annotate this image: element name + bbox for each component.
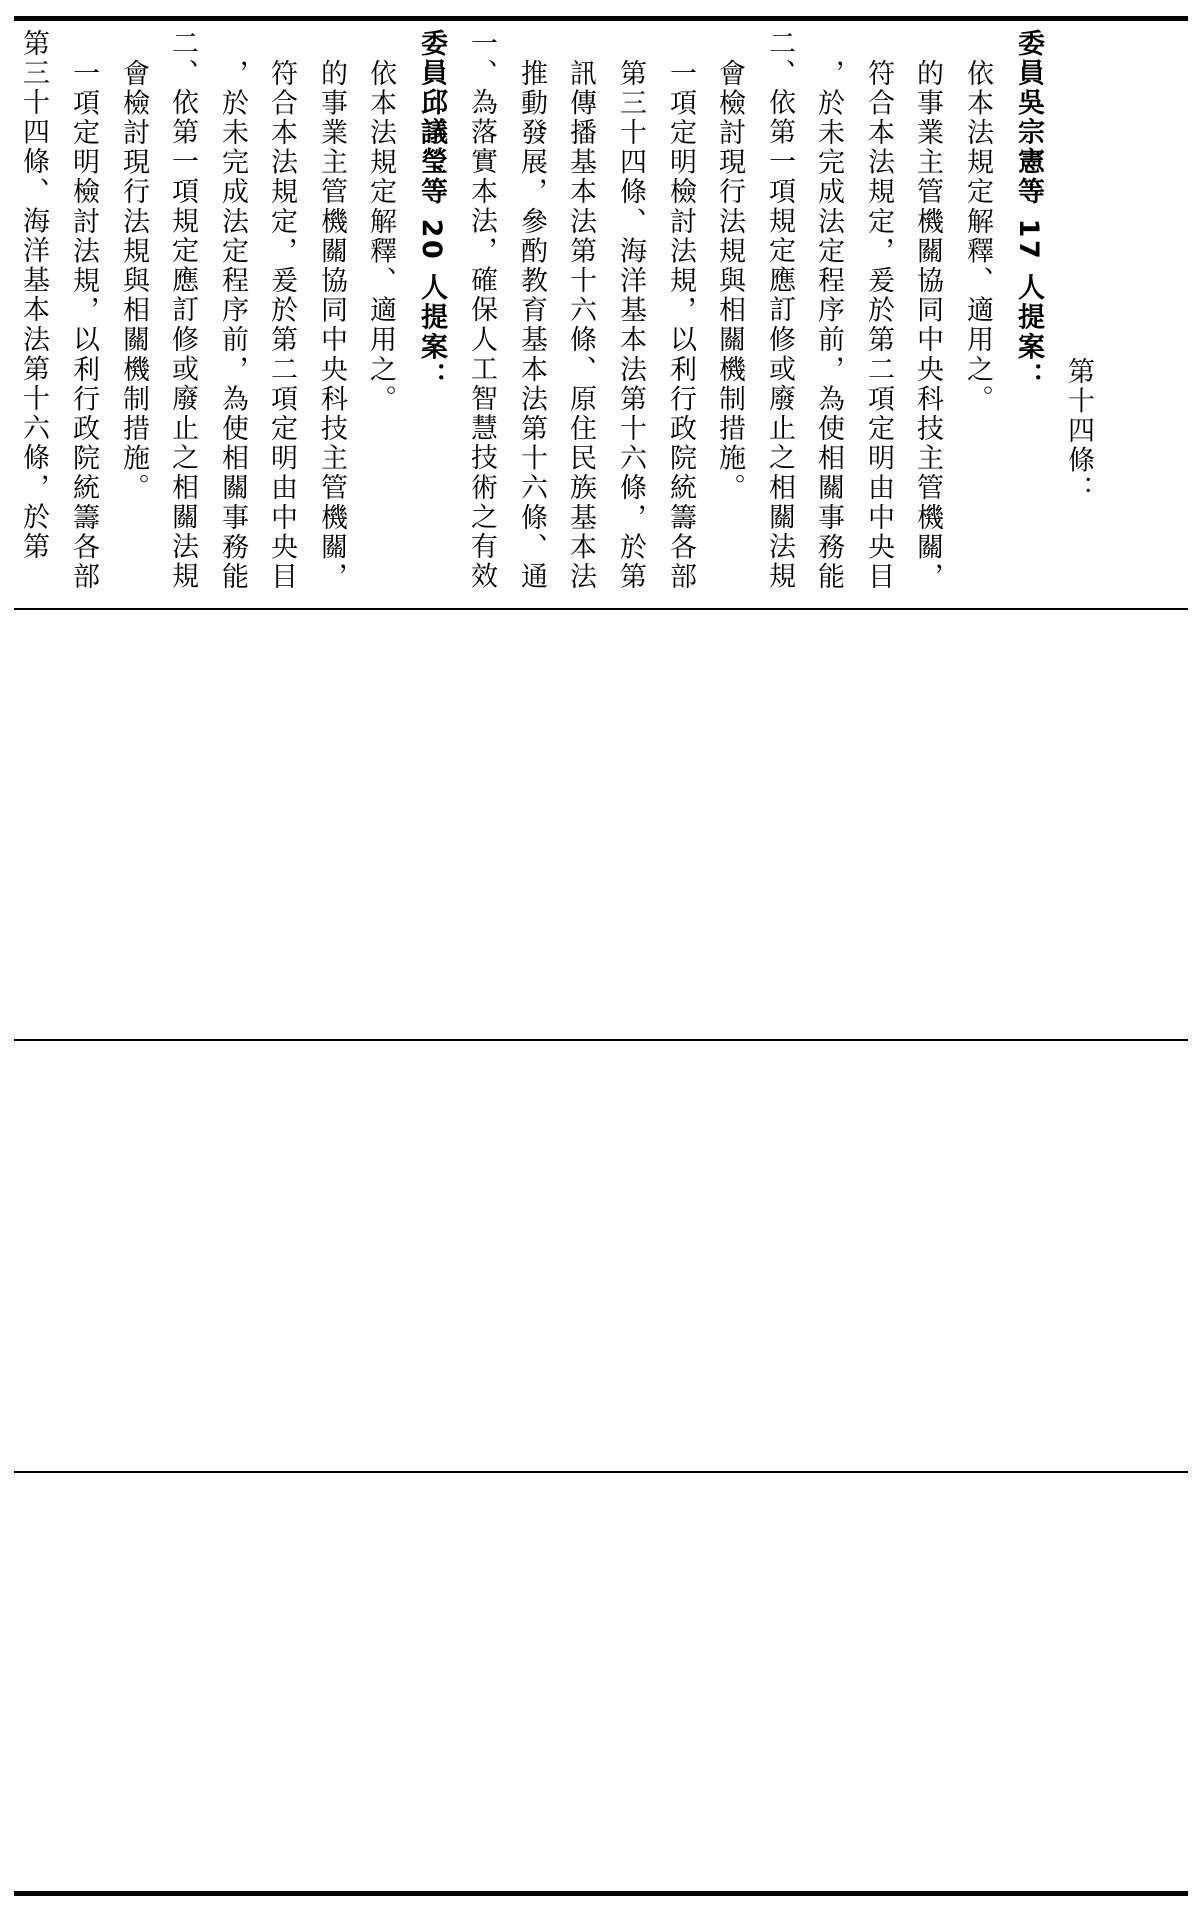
text-column: ，於未完成法定程序前，為使相關事務能	[813, 59, 844, 592]
text-column: 一項定明檢討法規，以利行政院統籌各部	[665, 59, 696, 592]
bottom-rule	[14, 1891, 1188, 1896]
section-heading: 委員邱議瑩等 20 人提案：	[416, 29, 447, 392]
text-column: ，於未完成法定程序前，為使相關事務能	[217, 59, 248, 592]
text-column: 符合本法規定，爰於第二項定明由中央目	[266, 59, 297, 592]
section-heading: 委員吳宗憲等 17 人提案：	[1013, 29, 1044, 392]
text-column: 會檢討現行法規與相關機制措施。	[714, 59, 745, 503]
text-column: 的事業主管機關協同中央科技主管機關，	[316, 59, 347, 592]
text-column: 訊傳播基本法第十六條、原住民族基本法	[565, 59, 596, 592]
text-column: 一項定明檢討法規，以利行政院統籌各部	[68, 59, 99, 592]
row-divider	[14, 1039, 1188, 1041]
text-column: 二、依第一項規定應訂修或廢止之相關法規	[167, 29, 198, 592]
text-column: 會檢討現行法規與相關機制措施。	[118, 59, 149, 503]
text-column: 第三十四條、海洋基本法第十六條，於第	[18, 29, 49, 562]
text-column: 的事業主管機關協同中央科技主管機關，	[912, 59, 943, 592]
text-column: 一、為落實本法，確保人工智慧技術之有效	[466, 29, 497, 592]
row-divider	[14, 1471, 1188, 1473]
text-column: 第十四條：	[1063, 357, 1094, 505]
text-column: 依本法規定解釋、適用之。	[365, 59, 396, 415]
text-column: 第三十四條、海洋基本法第十六條，於第	[615, 59, 646, 592]
text-column: 推動發展，參酌教育基本法第十六條、通	[516, 59, 547, 592]
text-column: 二、依第一項規定應訂修或廢止之相關法規	[764, 29, 795, 592]
text-column: 依本法規定解釋、適用之。	[962, 59, 993, 415]
row-divider	[14, 608, 1188, 610]
text-row	[14, 21, 1188, 609]
text-column: 符合本法規定，爰於第二項定明由中央目	[863, 59, 894, 592]
